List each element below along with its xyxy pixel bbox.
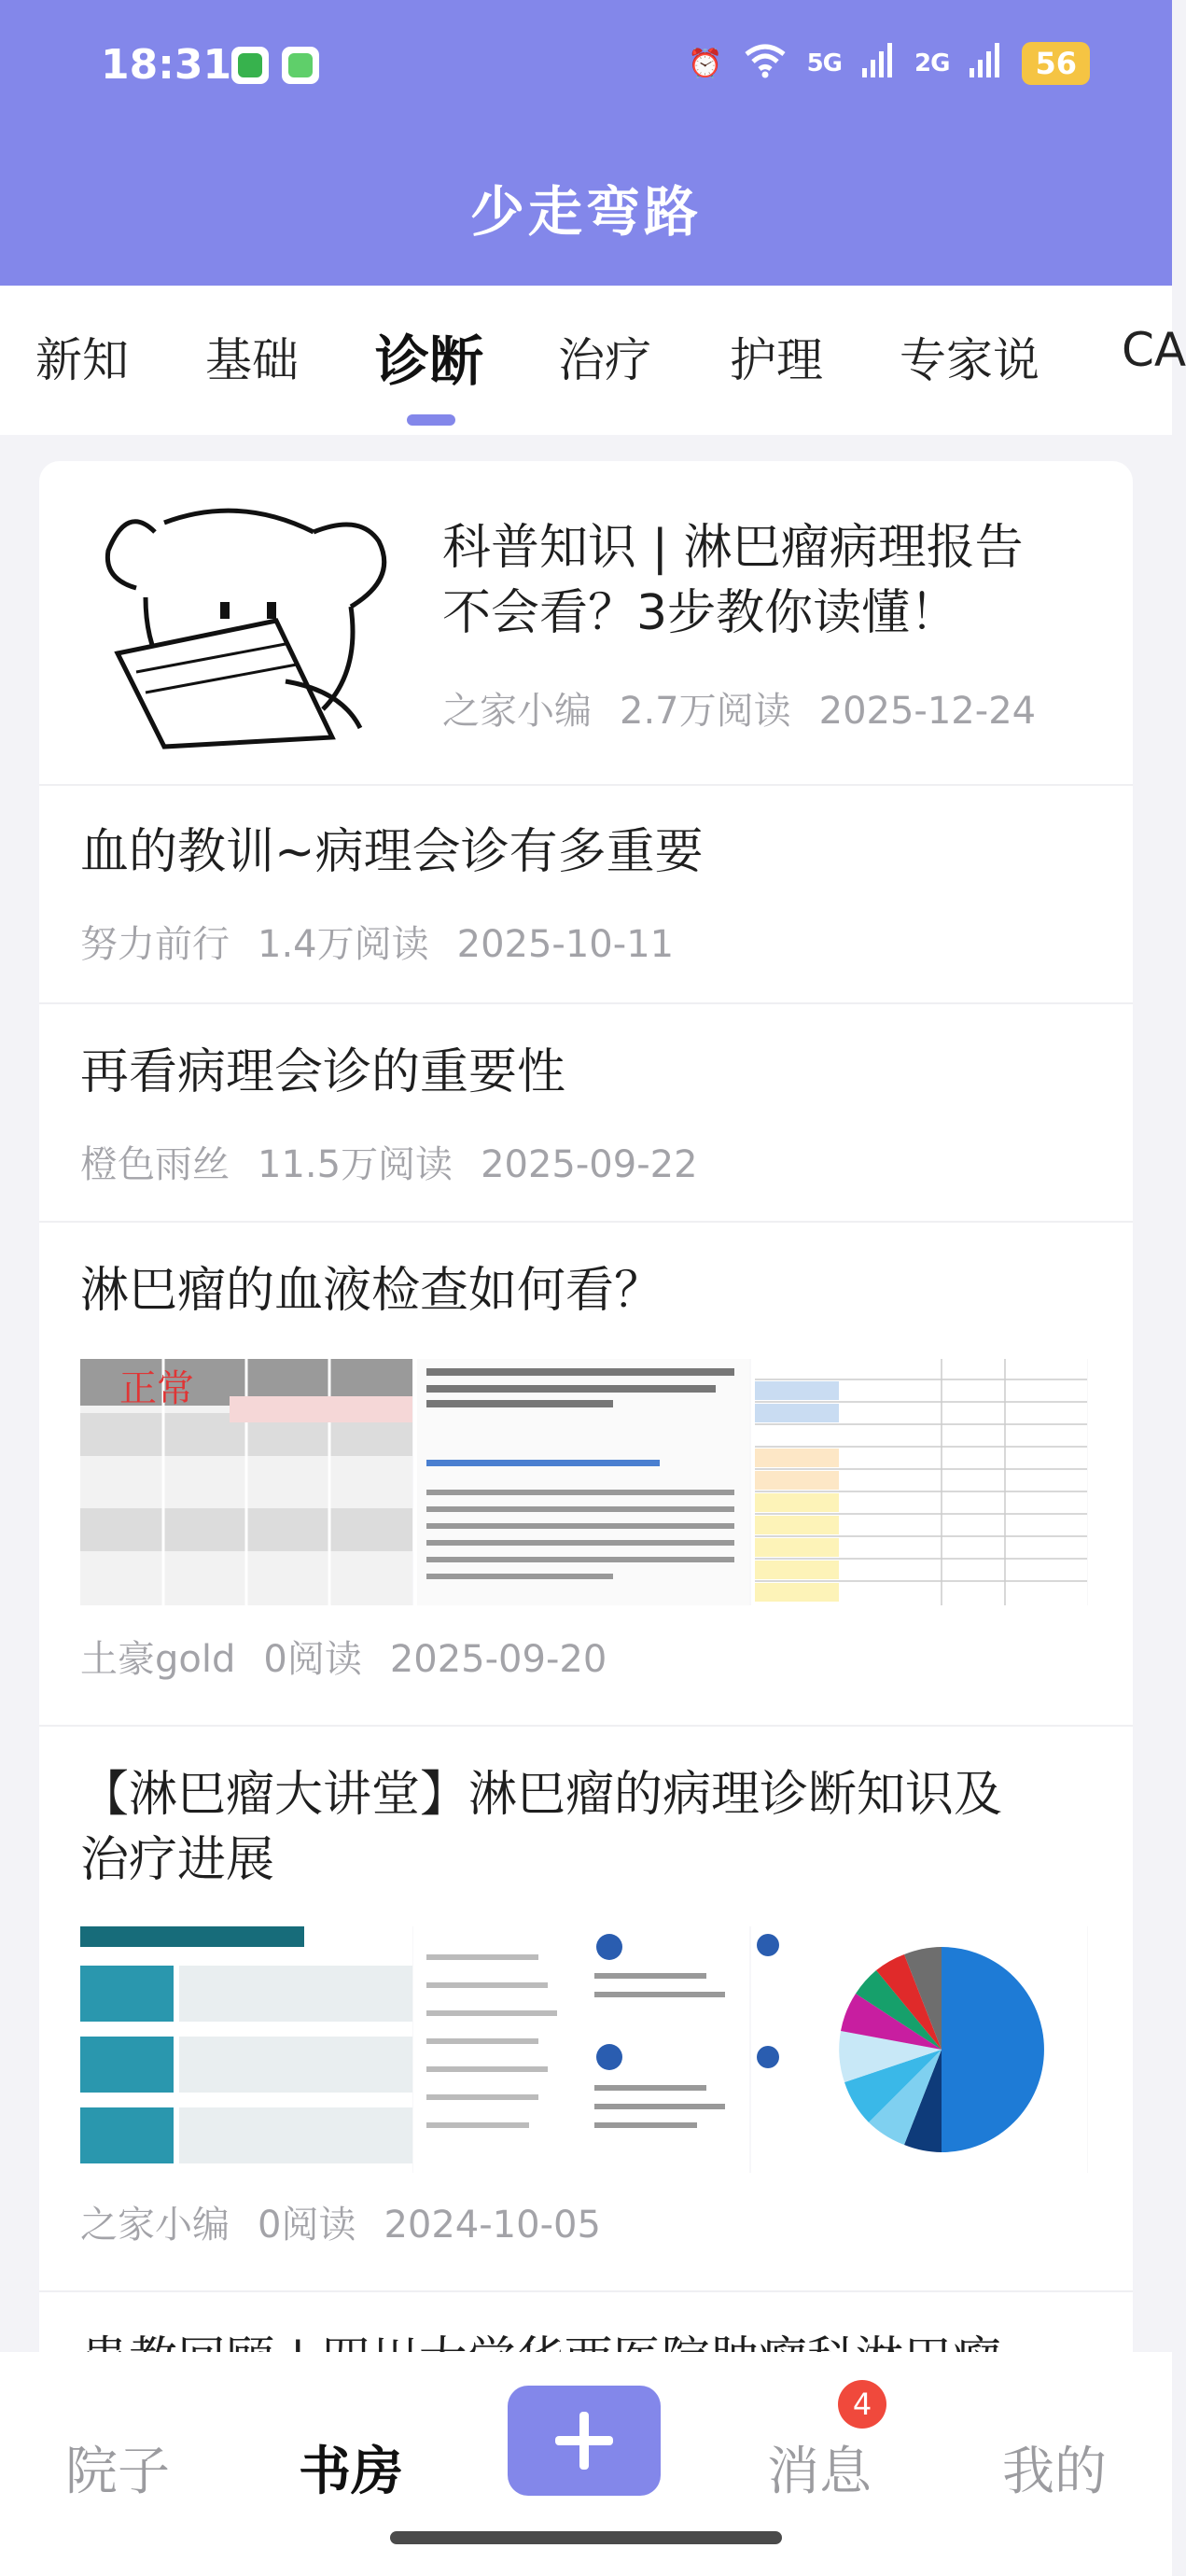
status-right-group: [688, 41, 1090, 86]
article-item[interactable]: [39, 461, 1133, 786]
article-meta: [442, 681, 1064, 735]
status-notification-icons: [231, 47, 319, 84]
article-image: [80, 1926, 413, 2173]
active-tab-indicator: [407, 414, 455, 426]
tab-zhenduan[interactable]: 诊断: [375, 329, 484, 393]
tab-zhuanjiashuo[interactable]: 专家说: [900, 333, 1039, 387]
article-meta: [80, 1630, 635, 1683]
article-item[interactable]: [39, 1004, 1133, 1223]
article-reads: 11.5万阅读: [258, 1143, 453, 1186]
message-app-icon: [282, 47, 319, 84]
article-image: [417, 1359, 750, 1605]
category-tabs: [0, 286, 1186, 435]
article-date: 2025-09-20: [389, 1638, 607, 1681]
article-author: 努力前行: [80, 923, 230, 966]
article-title: 【淋巴瘤大讲堂】淋巴瘤的病理诊断知识及: [80, 1767, 1003, 1823]
nav-shufang[interactable]: 书房: [299, 2442, 403, 2502]
article-reads: 1.4万阅读: [258, 923, 429, 966]
nav-messages[interactable]: 消息: [767, 2442, 872, 2502]
status-time: 18:31: [101, 41, 232, 89]
article-image: [80, 1359, 413, 1605]
article-reads: 2.7万阅读: [620, 690, 791, 733]
article-author: 之家小编: [80, 2204, 230, 2247]
nav-mine[interactable]: 我的: [1002, 2442, 1107, 2502]
tab-huli[interactable]: 护理: [730, 333, 823, 387]
article-image-strip: [80, 1359, 1088, 1605]
article-date: 2025-10-11: [456, 923, 675, 966]
alarm-icon: ⏰: [688, 47, 723, 80]
home-indicator: [390, 2531, 782, 2544]
article-date: 2025-09-22: [481, 1143, 698, 1186]
article-title-line2: 治疗进展: [80, 1832, 275, 1888]
article-author: 之家小编: [442, 690, 592, 733]
add-post-button[interactable]: [508, 2386, 661, 2496]
article-image: [755, 1359, 1088, 1605]
article-image-strip: [80, 1926, 1088, 2173]
article-item[interactable]: [39, 1727, 1133, 2292]
signal-bars-2-icon: [970, 42, 1001, 85]
tab-xinzhi[interactable]: 新知: [35, 333, 129, 387]
battery-indicator: 56: [1022, 42, 1090, 85]
article-title: 科普知识 | 淋巴瘤病理报告: [442, 520, 1024, 576]
plus-icon: [551, 2408, 617, 2473]
tab-ca[interactable]: CA: [1122, 323, 1186, 377]
app-header: [0, 0, 1172, 286]
article-item[interactable]: [39, 1223, 1133, 1727]
article-thumbnail: [80, 495, 435, 747]
article-meta: [80, 1135, 726, 1188]
article-title: 血的教训~病理会诊有多重要: [80, 824, 704, 880]
article-title: 再看病理会诊的重要性: [80, 1044, 566, 1100]
article-author: 土豪gold: [80, 1638, 236, 1681]
article-image: [755, 1926, 1088, 2173]
thumb-normal-label: 正常: [119, 1367, 194, 1410]
article-title: 淋巴瘤的血液检查如何看？: [80, 1263, 663, 1319]
article-meta: [80, 915, 702, 968]
nav-yuanzi[interactable]: 院子: [65, 2442, 170, 2502]
article-author: 橙色雨丝: [80, 1143, 230, 1186]
article-meta: [80, 2195, 629, 2248]
article-reads: 0阅读: [258, 2204, 356, 2247]
signal-2g-icon: 2G: [914, 49, 950, 77]
tab-jichu[interactable]: 基础: [205, 333, 299, 387]
article-item[interactable]: [39, 786, 1133, 1004]
article-date: 2025-12-24: [818, 690, 1037, 733]
article-date: 2024-10-05: [384, 2204, 601, 2247]
signal-bars-icon: [862, 42, 894, 85]
wifi-icon: [744, 41, 787, 86]
article-reads: 0阅读: [263, 1638, 362, 1681]
tab-zhiliao[interactable]: 治疗: [558, 333, 651, 387]
article-title-line2: 不会看？3步教你读懂！: [442, 585, 959, 641]
article-list: [39, 461, 1133, 2384]
article-image: [417, 1926, 750, 2173]
signal-5g-icon: 5G: [806, 49, 843, 77]
shield-icon: [231, 47, 269, 84]
page-title: 少走弯路: [469, 180, 702, 244]
message-badge: 4: [838, 2380, 886, 2429]
